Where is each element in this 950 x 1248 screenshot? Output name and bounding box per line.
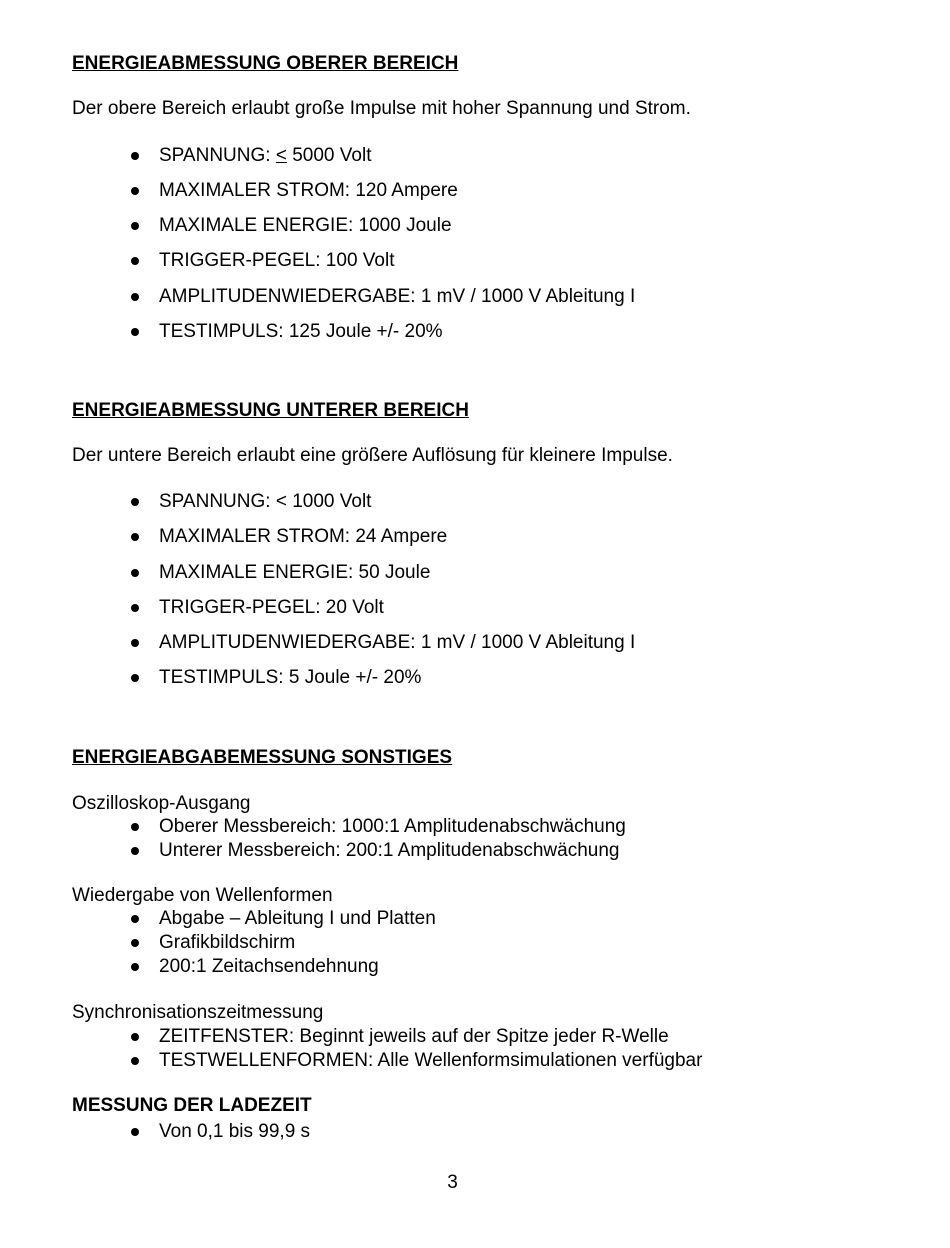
section-heading-lower-range: ENERGIEABMESSUNG UNTERER BEREICH (72, 400, 469, 421)
bullet-icon (131, 963, 139, 971)
bullet-icon (131, 847, 139, 855)
bullet-icon (131, 1033, 139, 1041)
section-intro-lower-range: Der untere Bereich erlaubt eine größere Auflösung für kleinere Impulse. (72, 445, 673, 466)
list-item-text: TRIGGER-PEGEL: 100 Volt (159, 250, 395, 271)
bullet-icon (131, 257, 139, 265)
list-item-text: AMPLITUDENWIEDERGABE: 1 mV / 1000 V Ableitung I (159, 632, 636, 653)
bullet-icon (131, 293, 139, 301)
page-number: 3 (447, 1172, 458, 1193)
list-item-text: Grafikbildschirm (159, 932, 296, 953)
list-item-text: 200:1 Zeitachsendehnung (159, 956, 379, 977)
list-item-label: SPANNUNG: (159, 145, 276, 166)
list-item-text: TESTWELLENFORMEN: Alle Wellenformsimulationen verfügbar (159, 1050, 703, 1071)
bullet-icon (131, 915, 139, 923)
bullet-icon (131, 639, 139, 647)
list-item-text: Von 0,1 bis 99,9 s (159, 1121, 311, 1142)
list-item-text: MAXIMALER STROM: 24 Ampere (159, 526, 448, 547)
section-heading-upper-range: ENERGIEABMESSUNG OBERER BEREICH (72, 53, 459, 74)
section-heading-charge-time: MESSUNG DER LADEZEIT (72, 1095, 312, 1116)
list-item-text: MAXIMALE ENERGIE: 50 Joule (159, 562, 431, 583)
bullet-icon (131, 187, 139, 195)
bullet-icon (131, 498, 139, 506)
bullet-icon (131, 939, 139, 947)
list-item-text: TESTIMPULS: 5 Joule +/- 20% (159, 667, 422, 688)
list-item-text: AMPLITUDENWIEDERGABE: 1 mV / 1000 V Ableitung I (159, 286, 636, 307)
bullet-icon (131, 152, 139, 160)
bullet-icon (131, 674, 139, 682)
group-title-waveforms: Wiedergabe von Wellenformen (72, 885, 333, 906)
list-item-text: Oberer Messbereich: 1000:1 Amplitudenabschwächung (159, 816, 626, 837)
bullet-icon (131, 1057, 139, 1065)
section-heading-misc: ENERGIEABGABEMESSUNG SONSTIGES (72, 747, 453, 768)
list-item-text: ZEITFENSTER: Beginnt jeweils auf der Spitze jeder R-Welle (159, 1026, 669, 1047)
bullet-icon (131, 328, 139, 336)
group-title-oscilloscope: Oszilloskop-Ausgang (72, 793, 251, 814)
list-item-value: 5000 Volt (286, 145, 372, 166)
bullet-icon (131, 533, 139, 541)
list-item-text: MAXIMALER STROM: 120 Ampere (159, 180, 458, 201)
bullet-icon (131, 222, 139, 230)
less-equal-symbol: < (275, 145, 287, 166)
list-item-text: Unterer Messbereich: 200:1 Amplitudenabschwächung (159, 840, 620, 861)
list-item-text: TRIGGER-PEGEL: 20 Volt (159, 597, 384, 618)
group-title-sync: Synchronisationszeitmessung (72, 1002, 324, 1023)
bullet-icon (131, 569, 139, 577)
bullet-icon (131, 604, 139, 612)
bullet-icon (131, 823, 139, 831)
list-item-text: Abgabe – Ableitung I und Platten (159, 908, 436, 929)
list-item-text: TESTIMPULS: 125 Joule +/- 20% (159, 321, 443, 342)
section-intro-upper-range: Der obere Bereich erlaubt große Impulse mit hoher Spannung und Strom. (72, 98, 691, 119)
list-item-text: MAXIMALE ENERGIE: 1000 Joule (159, 215, 452, 236)
bullet-icon (131, 1128, 139, 1136)
list-item-text: SPANNUNG: < 1000 Volt (159, 491, 372, 512)
